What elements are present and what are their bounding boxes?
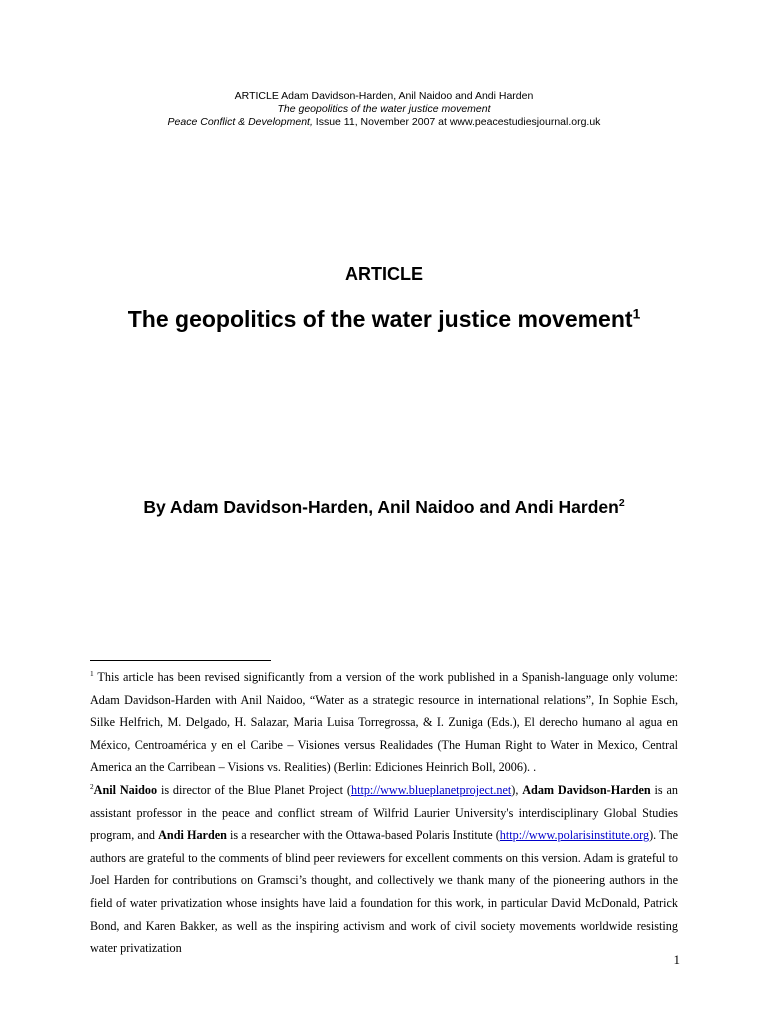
author-name-anil: Anil Naidoo	[93, 782, 158, 797]
footnote-1-marker: 1	[90, 668, 94, 678]
running-header	[0, 90, 768, 129]
running-header-journal: Peace Conflict & Development,	[167, 116, 313, 128]
page-title	[0, 306, 768, 333]
footnote-2-text-e: ). The authors are grateful to the comments of blind peer reviewers for excellent comments on this version. Adam is grateful to Joel Harden for contributions on Gramsci’s thought, and collectively we thank many of the pioneering authors in the field of water privatization whose insights have laid a foundation for this work, in particular David McDonald, Patrick Bond, and Karen Bakker, as well as the inspiring activism and work of civil society movements worldwide resisting water privatization	[90, 828, 679, 956]
author-name-andi: Andi Harden	[158, 828, 227, 843]
running-header-authors: ARTICLE Adam Davidson-Harden, Anil Naidoo and Andi Harden	[234, 90, 534, 102]
blueplanet-link[interactable]: http://www.blueplanetproject.net	[350, 782, 512, 797]
running-header-title: The geopolitics of the water justice movement	[277, 103, 491, 115]
byline	[0, 497, 768, 518]
footnote-2-text-c: is an assistant professor in the peace and conflict stream of Wilfrid Laurier University's interdisciplinary Global Studies program, and	[90, 782, 679, 843]
running-header-issue: Issue 11, November 2007 at www.peacestudiesjournal.org.uk	[312, 116, 601, 128]
footnote-2-text-b: ),	[511, 782, 523, 797]
footnote-1	[90, 666, 678, 779]
footnote-2-text-d: is a researcher with the Ottawa-based Polaris Institute (	[226, 828, 500, 843]
title-footnote-ref[interactable]: 1	[632, 306, 641, 322]
footnote-2-marker: 2	[90, 781, 94, 791]
byline-footnote-ref[interactable]: 2	[618, 497, 625, 510]
article-label: ARTICLE	[345, 264, 423, 284]
title-text: The geopolitics of the water justice movement	[127, 306, 633, 332]
running-header-journal-line	[0, 116, 768, 129]
author-name-adam: Adam Davidson-Harden	[522, 782, 651, 797]
footnote-2	[90, 779, 678, 960]
footnote-1-text: This article has been revised significantly from a version of the work published in a Spanish-language only volume: Adam Davidson-Harden with Anil Naidoo, “Water as a strategic resource in international relations”, In Sophie Esch, Silke Helfrich, M. Delgado, H. Salazar, Maria Luisa Torregrossa, & I. Zuniga (Eds.), El derecho humano al agua en México, Centroamérica y en el Caribe – Visiones versus Realidades (The Human Right to Water in Mexico, Central America an the Carribean – Visions vs. Realities) (Berlin: Ediciones Heinrich Boll, 2006). .	[90, 670, 678, 775]
footnotes	[90, 666, 678, 960]
byline-text: By Adam Davidson-Harden, Anil Naidoo and Andi Harden	[143, 497, 619, 517]
footnote-2-text-a: is director of the Blue Planet Project (	[157, 782, 351, 797]
footnote-separator	[90, 660, 271, 661]
page-number: 1	[673, 952, 680, 967]
polaris-link[interactable]: http://www.polarisinstitute.org	[499, 828, 650, 843]
